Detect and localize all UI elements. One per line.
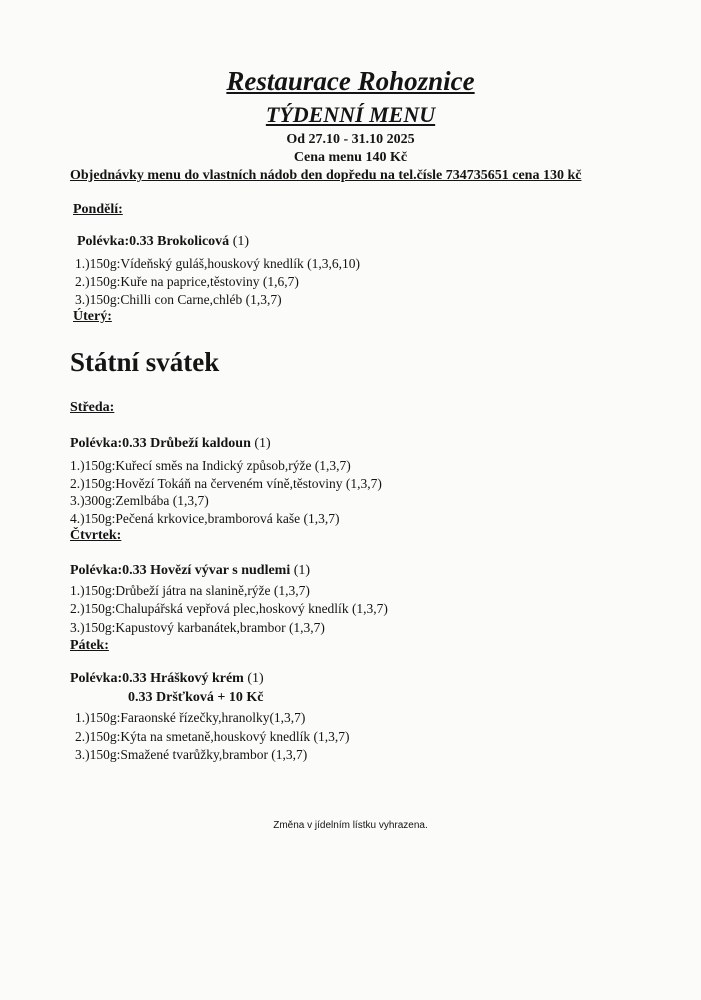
soup-allergens: (1) (232, 234, 250, 249)
menu-item: 4.)150g:Pečená krkovice,bramborová kaše (1,3,7) (70, 511, 340, 526)
soup-friday (70, 671, 264, 687)
day-heading-thursday: Čtvrtek: (70, 528, 122, 543)
menu-item: 1.)150g:Vídeňský guláš,houskový knedlík (1,3,6,10) (75, 256, 360, 271)
menu-price: Cena menu 140 Kč (293, 150, 408, 165)
soup-label: Polévka:0.33 Hovězí vývar s nudlemi (70, 563, 291, 578)
menu-item: 1.)150g:Faraonské řízečky,hranolky(1,3,7) (75, 710, 306, 725)
menu-item: 2.)150g:Kuře na paprice,těstoviny (1,6,7) (75, 274, 299, 289)
menu-item: 1.)150g:Drůbeží játra na slanině,rýže (1,3,7) (70, 583, 310, 598)
soup-thursday (70, 563, 310, 579)
restaurant-name: Restaurace Rohoznice (226, 66, 475, 96)
day-heading-wednesday: Středa: (70, 400, 115, 415)
menu-item: 3.)150g:Chilli con Carne,chléb (1,3,7) (75, 292, 282, 307)
menu-item: 2.)150g:Chalupářská vepřová plec,hoskový knedlík (1,3,7) (70, 601, 388, 616)
day-heading-monday: Pondělí: (73, 202, 123, 217)
soup-allergens: (1) (293, 563, 311, 578)
menu-item: 3.)300g:Zemlbába (1,3,7) (70, 493, 209, 508)
soup-monday (77, 234, 249, 250)
soup-wednesday (70, 436, 271, 452)
day-heading-friday: Pátek: (70, 638, 109, 653)
day-heading-tuesday: Úterý: (73, 309, 112, 324)
date-range: Od 27.10 - 31.10 2025 (286, 132, 415, 147)
holiday-note: Státní svátek (70, 347, 220, 377)
menu-item: 3.)150g:Smažené tvarůžky,brambor (1,3,7) (75, 747, 308, 762)
menu-item: 2.)150g:Hovězí Tokáň na červeném víně,těstoviny (1,3,7) (70, 476, 382, 491)
soup-label: Polévka:0.33 Drůbeží kaldoun (70, 436, 251, 451)
soup-alternative-friday: 0.33 Dršťková + 10 Kč (128, 690, 264, 705)
soup-label: Polévka:0.33 Brokolicová (77, 234, 230, 249)
menu-title: TÝDENNÍ MENU (265, 102, 436, 127)
order-note: Objednávky menu do vlastních nádob den dopředu na tel.čísle 734735651 cena 130 kč (70, 168, 582, 183)
soup-allergens: (1) (247, 671, 264, 686)
menu-item: 2.)150g:Kýta na smetaně,houskový knedlík (1,3,7) (75, 729, 350, 744)
menu-item: 1.)150g:Kuřecí směs na Indický způsob,rýže (1,3,7) (70, 458, 351, 473)
footer-note: Změna v jídelním lístku vyhrazena. (273, 820, 428, 831)
menu-item: 3.)150g:Kapustový karbanátek,brambor (1,3,7) (70, 620, 325, 635)
soup-label: Polévka:0.33 Hráškový krém (70, 671, 244, 686)
soup-allergens: (1) (254, 436, 271, 451)
